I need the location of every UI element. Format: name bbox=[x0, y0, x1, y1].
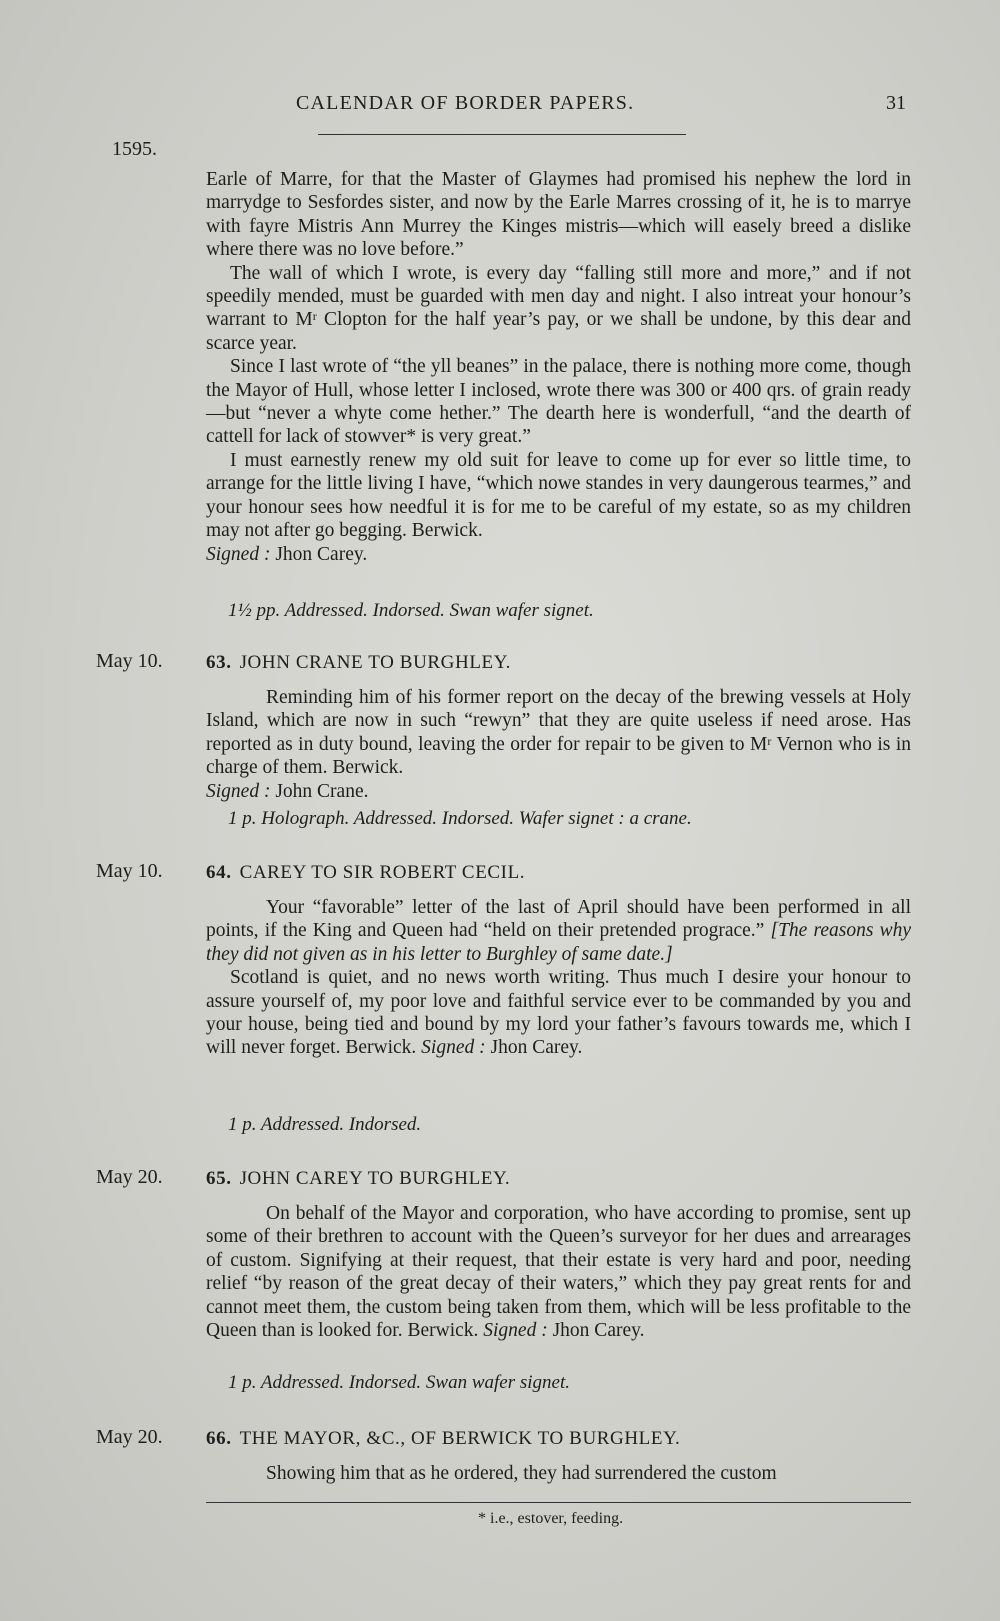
signed-label: Signed : bbox=[483, 1320, 548, 1342]
entry-number: 63. bbox=[206, 652, 232, 673]
entry-number: 64. bbox=[206, 862, 232, 883]
signed-label: Signed : bbox=[206, 543, 271, 565]
signature-line bbox=[206, 543, 911, 566]
footnote: * i.e., estover, feeding. bbox=[478, 1510, 624, 1527]
signatory: Jhon Carey. bbox=[275, 543, 368, 565]
paragraph-text: Your “favorable” letter of the last of April should have been performed in all points, if the King and Queen had “held on their pretended prograce.” bbox=[206, 897, 911, 942]
paragraph-text: I must earnestly renew my old suit for leave to come up for ever so little time, to arrange for the little living I have, “which nowe standes in very daungerous tearmes,” and your honour sees how needful it is for me to be careful of my estate, so as my children may not after go begging. Berwick. bbox=[206, 449, 911, 542]
signatory: Jhon Carey. bbox=[490, 1037, 583, 1059]
page-number: 31 bbox=[886, 92, 906, 114]
footnote-rule bbox=[206, 1502, 911, 1503]
entry-heading bbox=[206, 652, 511, 674]
entry-date: May 20. bbox=[96, 1166, 163, 1188]
paragraph: Earle of Marre, for that the Master of Glaymes had promised his nephew the lord in marrydge to Sesfordes sister, and now by the Earle Marres crossing of it, he is to marrye with fayre Mistris Ann Murrey the Kinges mistris—which will easely breed a dislike where there was no love before.” bbox=[206, 169, 911, 261]
year-marker: 1595. bbox=[112, 138, 157, 160]
superscript: r bbox=[312, 309, 317, 324]
header-rule bbox=[318, 134, 686, 135]
paragraph bbox=[206, 686, 911, 780]
entry-title: CAREY TO SIR ROBERT CECIL. bbox=[239, 862, 526, 883]
paragraph-text: The wall of which I wrote, is every day “falling still more and more,” and if not speedily mended, must be guarded with men day and night. I also intreat your honour’s warrant to M bbox=[206, 262, 911, 331]
entry-body bbox=[206, 1462, 911, 1485]
entry-title: JOHN CAREY TO BURGHLEY. bbox=[239, 1168, 511, 1189]
signed-label: Signed : bbox=[421, 1037, 486, 1059]
physical-description: 1 p. Addressed. Indorsed. Swan wafer signet. bbox=[228, 1372, 570, 1393]
physical-description: 1 p. Addressed. Indorsed. bbox=[228, 1114, 422, 1135]
signatory: Jhon Carey. bbox=[552, 1320, 645, 1342]
entry-heading bbox=[206, 1428, 680, 1450]
continuation-text bbox=[206, 168, 911, 566]
entry-body bbox=[206, 896, 911, 1060]
paragraph: Showing him that as he ordered, they had surrendered the custom bbox=[266, 1463, 777, 1484]
paragraph-text: Reminding him of his former report on the decay of the brewing vessels at Holy Island, which are now in such “rewyn” that they are quite useless if need arose. Has reported as in duty bound, leaving the order for repair to be given to M bbox=[206, 687, 911, 755]
signatory: John Crane. bbox=[275, 780, 369, 802]
signature-line bbox=[206, 780, 911, 803]
entry-date: May 10. bbox=[96, 650, 163, 672]
entry-number: 66. bbox=[206, 1428, 232, 1449]
paragraph bbox=[206, 966, 911, 1060]
entry-date: May 20. bbox=[96, 1426, 163, 1448]
paragraph-text: Vernon who is in charge of them. Berwick. bbox=[206, 733, 911, 779]
paragraph bbox=[206, 1202, 911, 1342]
paragraph bbox=[206, 449, 911, 543]
entry-date: May 10. bbox=[96, 860, 163, 882]
signed-label: Signed : bbox=[206, 780, 271, 802]
entry-title: JOHN CRANE TO BURGHLEY. bbox=[239, 652, 511, 673]
running-title: CALENDAR OF BORDER PAPERS. bbox=[296, 92, 635, 114]
physical-description: 1½ pp. Addressed. Indorsed. Swan wafer signet. bbox=[228, 600, 594, 621]
superscript: r bbox=[767, 733, 772, 748]
paragraph: Since I last wrote of “the yll beanes” in the palace, there is nothing more come, though the Mayor of Hull, whose letter I inclosed, wrote there was 300 or 400 qrs. of grain ready—but “never a whyte come hether.” The dearth here is wonderfull, “and the dearth of cattell for lack of stowver* is very great.” bbox=[206, 356, 911, 448]
entry-title: THE MAYOR, &C., OF BERWICK TO BURGHLEY. bbox=[239, 1428, 681, 1449]
entry-heading bbox=[206, 1168, 510, 1190]
paragraph-text: Scotland is quiet, and no news worth writing. Thus much I desire your honour to assure yourself of, my poor love and faithful service ever to be commanded by you and your house, being tied and bound by my lord your father’s favours towards me, which I will never forget. Berwick. bbox=[206, 967, 911, 1059]
entry-body bbox=[206, 1202, 911, 1342]
entry-body bbox=[206, 686, 911, 803]
editorial-note: [The reasons why they did not given as in his letter to Burghley of same date.] bbox=[206, 920, 912, 965]
paragraph bbox=[206, 262, 911, 356]
entry-heading bbox=[206, 862, 525, 884]
paragraph-text: Clopton for the half year’s pay, or we shall be undone, by this dear and scarce year. bbox=[206, 309, 911, 354]
paragraph bbox=[206, 896, 911, 966]
entry-number: 65. bbox=[206, 1168, 232, 1189]
page-header bbox=[0, 92, 1000, 126]
paragraph-text: On behalf of the Mayor and corporation, who have according to promise, sent up some of their brethren to account with the Queen’s surveyor for her dues and arrearages of custom. Signifying at their request, that their estate is very hard and poor, needing relief “by reason of the great decay of their waters,” which they pay great rents for and cannot meet them, the custom being taken from them, which will be less profitable to the Queen than is looked for. Berwick. bbox=[206, 1203, 911, 1342]
physical-description: 1 p. Holograph. Addressed. Indorsed. Wafer signet : a crane. bbox=[228, 808, 692, 829]
